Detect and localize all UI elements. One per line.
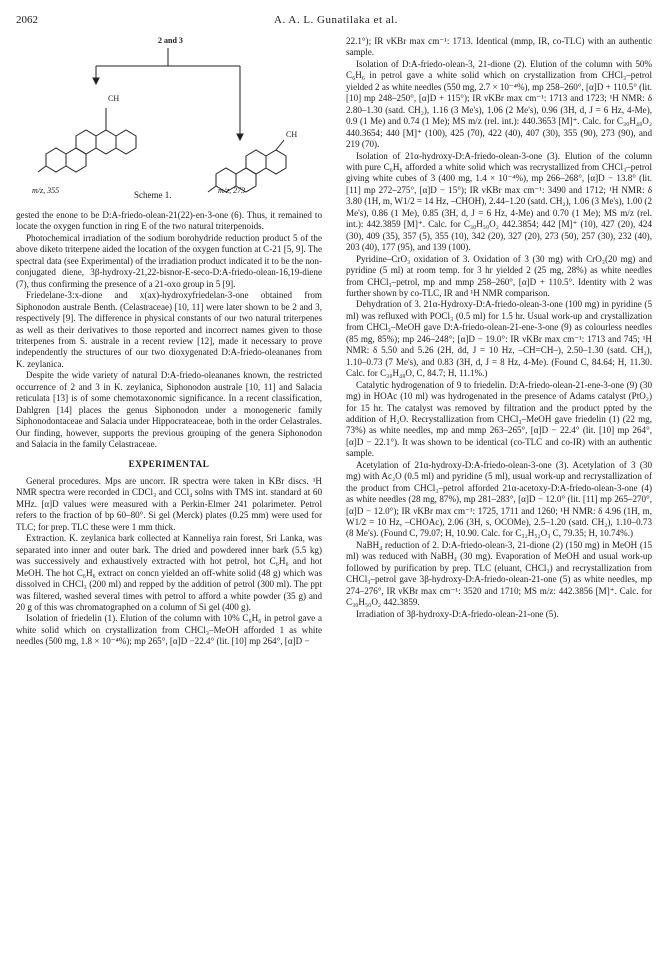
page-header [16,14,656,32]
left-paragraph-3: Friedelane-3:x-dione and x(ax)-hydroxyfriedelan-3-one obtained from Siphonodon australe Benth. (Celastraceae) [10, 11] were later shown to be 2 and 3, respectively [9]. The difference in physical constants of our two natural triterpenes as well as their derivatives to those reported and incorrect names given to those triterpenes from S. australe in a recent review [12], made it necessary to prove independently the structures of our two dioxygenated D:A-friedo-oleananes from K. zeylanica. [16,290,322,369]
left-paragraph-7: Isolation of friedelin (1). Elution of the column with 10% C₆H₆ in petrol gave a white solid which on crystallization from CHCl₃–MeOH afforded 1 as white needles (500 mg, 1.8 × 10⁻⁴%); mp 265°, [α]D −22.4° (lit. [10] mp 264°, [α]D − [16,613,322,647]
right-paragraph-4: Pyridine–CrO₃ oxidation of 3. Oxidation of 3 (30 mg) with CrO₃(20 mg) and pyridine (5 ml) at room temp. for 3 hr yielded 2 (25 mg, 28%) as white needles from CHCl₃–petrol, mp and mmp 258–260°, [α]D + 110.5°. Identity with 2 was further shown by co-TLC, IR and ¹H NMR comparison. [346,253,652,298]
scheme-ms-right: m/z, 273 [218,186,246,195]
right-paragraph-1: 22.1°); IR νKBr max cm⁻¹: 1713. Identical (mmp, IR, co-TLC) with an authentic sample. [346,36,652,58]
scheme-arrowhead-left [93,78,99,84]
right-paragraph-2: Isolation of D:A-friedo-olean-3, 21-dione (2). Elution of the column with 50% C₆H₆ in petrol gave a white solid which on crystallization from CHCl₃–petrol yielded 2 as white needles (550 mg, 2.7 × 10⁻⁴%), mp 258–260°, [α]D + 110.5° (lit. [10] mp 248–250°, [α]D + 115°); IR νKBr max cm⁻¹: 1713 and 1723; ¹H NMR: δ 2.80–1.30 (satd. CH₂), 1.16 (3 Me's), 1.06 (2 Me's), 0.96 (3H, d, J = 6 Hz, 4-Me), 0.9 (1 Me) and 0.74 (1 Me); MS m/z (rel. int.): 440.3653 [M]⁺. Calc. for C₃₀H₄₈O₂ 440.3654; 440 [M]⁺ (100), 425 (70), 422 (40), 407 (30), 355 (90), 273 (90), and 219 (70). [346,58,652,150]
right-paragraph-7: Acetylation of 21α-hydroxy-D:A-friedo-olean-3-one (3). Acetylation of 3 (30 mg) with Ac₂O (0.5 ml) and pyridine (5 ml), usual work-up and recrystallization of the product from CHCl₃–petrol afforded 21α-acetoxy-D:A-friedo-olean-3-one (4) as white needles (28 mg, 87%), mp 281–283°, [α]D − 12.0° (lit. [11] mp 265–270°, [α]D − 12.0°); IR νKBr max cm⁻¹: 1725, 1711 and 1260; ¹H NMR: δ 4.96 (1H, m, W1/2 = 10 Hz, –CHOAc), 2.06 (3H, s, OCOMe), 2.5–1.20 (satd. CH₂), 1.10–0.73 (8 Me's). (Found C, 79.07; H, 10.90. Calc. for C₃₂H₅₂O₃ C, 79.35; H, 10.74%.) [346,459,652,539]
left-paragraph-1: gested the enone to be D:A-friedo-olean-21(22)-en-3-one (6). Thus, it remained to locate the oxygen function in ring E of the two natural triterpenoids. [16,210,322,232]
scheme-ch3-label-b: CH [286,130,298,139]
left-paragraph-2: Photochemical irradiation of the sodium borohydride reduction product 5 of the above diketo triterpene aided the location of the oxygen function at C-21 [5, 9]. The spectral data (see Experimental) of the irradiation product indicated it to be the non-conjugated diene, 3β-hydroxy-21,22-bisnor-E-seco-D:A-friedo-olean-16,19-diene (7), thus confirming the presence of a 21-oxo group in 5 [9]. [16,232,322,289]
scheme-top-label: 2 and 3 [158,36,183,45]
right-structure [208,140,286,192]
section-heading-experimental: EXPERIMENTAL [128,458,210,469]
scheme-ch3-label-a: CH [108,94,120,103]
right-paragraph-9: Irradiation of 3β-hydroxy-D:A-friedo-olean-21-one (5). [356,608,559,619]
left-paragraph-5: General procedures. Mps are uncorr. IR spectra were taken in KBr discs. ¹H NMR spectra were recorded in CDCl₃ and CCl₄ solns with TMS int. standard at 60 MHz. [α]D values were measured with a Perkin-Elmer 241 polarimeter. Petrol refers to the fraction of bp 60–80°. Si gel (Merck) plates (0.25 mm) were used for TLC; for prep. TLC these were 1 mm thick. [16,475,322,532]
scheme-ms-left: m/z, 355 [32,186,60,195]
right-column [346,36,652,620]
left-paragraph-6: Extraction. K. zeylanica bark collected at Kanneliya rain forest, Sri Lanka, was separated into inner and outer bark. The dried and powdered inner bark (5.5 kg) was successively and exhaustively extracted with hot petrol, hot C₆H₆ and hot MeOH. The hot C₆H₆ extract on concn yielded an off-white solid (48 g) which was dissolved in CHCl₃ (200 ml) and repped by the addition of petrol (300 ml). The ppt was filtered, washed several times with petrol to afford a white powder (35 g) and 20 g of this was chromatographed on a column of Si gel (400 g). [16,533,322,612]
right-paragraph-6: Catalytic hydrogenation of 9 to friedelin. D:A-friedo-olean-21-ene-3-one (9) (30 mg) in HOAc (10 ml) was hydrogenated in the presence of Adams catalyst (PtO₂) for 15 hr. The catalyst was removed by filtration and the product ppted by the addition of H₂O. Recrystallization from CHCl₃–MeOH gave friedelin (1) (22 mg, 73%) as white needles, mp and mmp 263–265°, [α]D − 22.4° (lit. [10] mp 264°, [α]D − 22.1°). It was shown to be identical (co-TLC and co-IR) with an authentic sample. [346,379,652,459]
scheme-arrowhead-right [237,134,243,140]
right-paragraph-3: Isolation of 21α-hydroxy-D:A-friedo-olean-3-one (3). Elution of the column with pure C₆H₆ afforded a white solid which was recrystallized from CHCl₃–petrol giving white cubes of 3 (400 mg, 1.4 × 10⁻⁴%), mp 266–268°, [α]D − 13.8° (lit. [11] mp 272–275°, [α]D − 15°); IR νKBr max cm⁻¹: 3490 and 1712; ¹H NMR: δ 3.80 (1H, m, W1/2 = 14 Hz, –CHOH), 2.44–1.20 (satd. CH₂), 1.06 (3 Me's), 1.00 (2 Me's), 0.86 (1 Me), 0.85 (3H, d, J = 6 Hz, 4-Me) and 0.70 (1 Me); MS m/z (rel. int.): 442.3859 [M]⁺. Calc. for C₃₀H₅₀O₂ 442.3854; 442 [M]⁺ (10), 427 (20), 424 (30), 409 (35), 357 (5), 355 (10), 342 (20), 327 (20), 273 (50), 257 (30), 232 (40), 203 (40), 177 (95), and 139 (100). [346,150,652,253]
scheme-caption: Scheme 1. [134,190,172,200]
scheme-1-figure [16,36,322,211]
right-paragraph-5: Dehydration of 3. 21α-Hydroxy-D:A-friedo-olean-3-one (100 mg) in pyridine (5 ml) was refluxed with POCl₃ (0.5 ml) for 1.5 hr. Usual work-up and crystallization from CHCl₃–MeOH gave D:A-friedo-olean-21-ene-3-one (9) as colourless needles (85 mg, 85%); mp 246–248°; [α]D − 19.0°: IR νKBr max cm⁻¹: 1713 and 745; ¹H NMR: δ 5.50 and 5.26 (2H, dd, J = 10 Hz, –CH=CH–), 2.50–1.30 (satd. CH₂), 1.10–0.73 (7 Me's), and 0.83 (3H, d, J = 8 Hz, 4-Me). (Found C, 84.64; H, 11.30. Calc. for C₃₀H₄₈O, C, 84.7; H, 11.1%.) [346,299,652,379]
page-number: 2062 [16,14,38,26]
left-structure [38,108,136,172]
right-paragraph-8: NaBH₄ reduction of 2. D:A-friedo-olean-3, 21-dione (2) (150 mg) in MeOH (15 ml) was reduced with NaBH₄ (30 mg). Evaporation of MeOH and usual work-up followed by purification by prep. TLC (eluant, CHCl₃) and recrystallization from CHCl₃–petrol gave 3β-hydroxy-D:A-friedo-olean-21-one (5) as white needles, mp 274–276°, IR νKBr max cm⁻¹: 3520 and 1710; MS m/z: 442.3856 [M]⁺. Calc. for C₃₀H₅₀O₂ 442.3859. [346,539,652,608]
scheme-structures-svg [16,36,322,211]
running-head: A. A. L. Gunatilaka et al. [274,14,398,26]
left-column [16,210,322,648]
left-paragraph-4: Despite the wide variety of natural D:A-friedo-oleananes known, the restricted occurrence of 2 and 3 in K. zeylanica, Siphonodon australe [10, 11] and Salacia reticulata [13] is of some chemotaxonomic significance. In a recent classification, Dahlgren [14] places the genus Siphonodon under a monogeneric family Siphonodontaceae and Salacia under Hippocrateaceae, both in the order Celastrales. Our finding, however, supports the previous grouping of the genera Siphonodon and Salacia in the family Celastraceae. [16,370,322,450]
